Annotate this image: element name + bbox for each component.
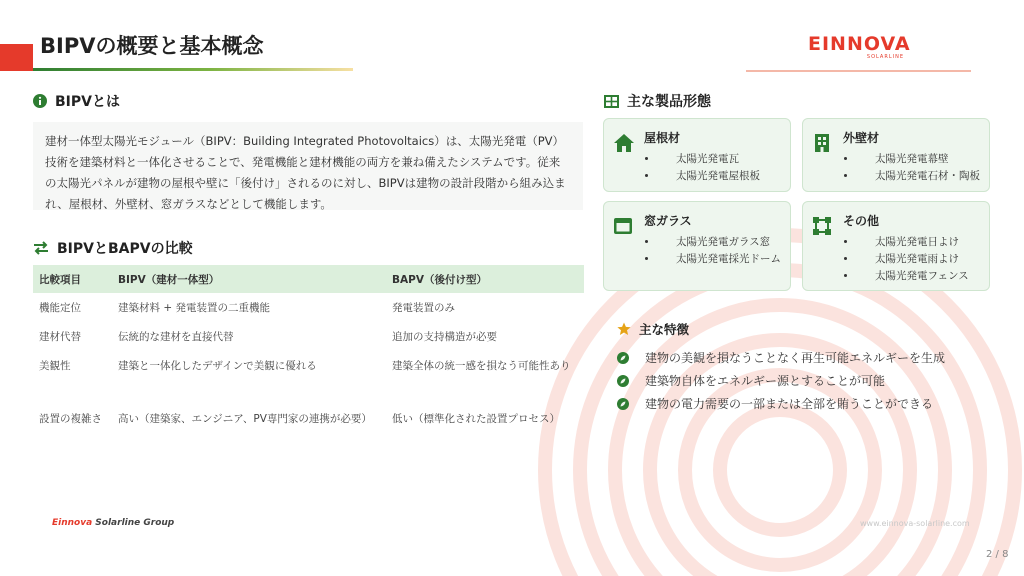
product-card-title: 外壁材 [843, 131, 880, 145]
list-item: • 太陽光発電ガラス窓 [658, 234, 781, 251]
product-card-window [603, 201, 791, 291]
page-number: 2 / 8 [986, 549, 1009, 560]
footer-company-rest: Solarline Group [92, 518, 175, 528]
window-icon [613, 216, 633, 236]
product-card-title: その他 [843, 214, 880, 228]
product-list [843, 234, 969, 285]
house-icon [613, 133, 635, 153]
list-item: • 太陽光発電幕壁 [857, 151, 980, 168]
footer-website: www.einnova-solarline.com [860, 519, 970, 528]
product-list [644, 151, 760, 185]
features-heading-text: 主な特徴 [639, 322, 690, 337]
list-item: • 太陽光発電石材・陶板 [857, 168, 980, 185]
table-cell: 高い（建築家、エンジニア、PV専門家の連携が必要） [118, 413, 372, 425]
list-item: • 太陽光発電日よけ [857, 234, 969, 251]
product-card-roof [603, 118, 791, 192]
star-icon [617, 322, 631, 336]
list-item: • 太陽光発電瓦 [658, 151, 760, 168]
logo-underline [746, 70, 971, 72]
footer-company [52, 518, 174, 528]
list-item [617, 346, 945, 369]
table-row [33, 380, 584, 432]
swap-arrows-icon [33, 241, 49, 255]
table-cell: 建材代替 [39, 331, 81, 343]
feature-text: 建築物自体をエネルギー源とすることが可能 [645, 374, 886, 388]
list-item: • 太陽光発電雨よけ [857, 251, 969, 268]
list-item: • 太陽光発電屋根板 [658, 168, 760, 185]
grid-table-icon [604, 95, 619, 108]
title-underline [33, 68, 353, 71]
list-item [617, 369, 945, 392]
table-header-cell: 比較項目 [33, 265, 112, 293]
table-header-cell: BIPV（建材一体型） [112, 265, 386, 293]
table-cell: 設置の複雑さ [39, 413, 102, 425]
leaf-circle-icon [617, 352, 629, 364]
features-list [617, 346, 945, 415]
products-heading-text: 主な製品形態 [627, 94, 711, 110]
feature-text: 建物の美観を損なうことなく再生可能エネルギーを生成 [645, 351, 946, 365]
product-card-title: 窓ガラス [644, 214, 692, 228]
table-cell: 発電装置のみ [392, 302, 455, 314]
table-cell: 美観性 [39, 360, 71, 372]
table-cell: 建築材料 + 発電装置の二重機能 [118, 302, 270, 314]
product-card-title: 屋根材 [644, 131, 681, 145]
comparison-heading [33, 238, 193, 258]
table-cell: 低い（標準化された設置プロセス） [392, 413, 560, 425]
leaf-circle-icon [617, 398, 629, 410]
table-cell: 追加の支持構造が必要 [392, 331, 497, 343]
comparison-heading-text: BIPVとBAPVの比較 [57, 241, 193, 257]
product-card-wall [802, 118, 990, 192]
page-title: BIPVの概要と基本概念 [40, 34, 264, 58]
table-row [33, 293, 584, 322]
table-cell: 機能定位 [39, 302, 81, 314]
logo-brand: EINNOVA [808, 33, 911, 55]
feature-text: 建物の電力需要の一部または全部を賄うことができる [645, 397, 934, 411]
product-card-other [802, 201, 990, 291]
einnova-logo [808, 33, 911, 64]
leaf-circle-icon [617, 375, 629, 387]
intro-heading [33, 91, 120, 111]
title-accent-bar [0, 44, 33, 71]
product-list [644, 234, 781, 268]
table-row [33, 322, 584, 351]
product-list [843, 151, 980, 185]
table-header-row [33, 265, 584, 293]
building-icon [812, 133, 832, 153]
info-circle-icon [33, 94, 47, 108]
products-heading [604, 91, 711, 111]
features-heading [617, 320, 689, 338]
vector-square-icon [812, 216, 832, 236]
list-item: • 太陽光発電フェンス [857, 268, 969, 285]
table-cell: 建築全体の統一感を損なう可能性あり [392, 360, 571, 372]
list-item [617, 392, 945, 415]
list-item: • 太陽光発電採光ドーム [658, 251, 781, 268]
comparison-table [33, 265, 584, 432]
intro-paragraph: 建材一体型太陽光モジュール（BIPV：Building Integrated Photovoltaics）は、太陽光発電（PV）技術を建築材料と一体化させることで、発電機能と建材機能の両方を兼ね備えたシステムです。従来の太陽光パネルが建物の屋根や壁に「後付け」されるのに対し、BIPVは建物の設計段階から組み込まれ、屋根材、外壁材、窓ガラスなどとして機能します。 [33, 122, 583, 210]
logo-subtitle: SOLARLINE [866, 54, 904, 60]
table-cell: 建築と一体化したデザインで美観に優れる [118, 360, 317, 372]
table-cell: 伝統的な建材を直接代替 [118, 331, 234, 343]
table-header-cell: BAPV（後付け型） [386, 265, 584, 293]
footer-company-red: Einnova [52, 518, 93, 528]
table-row [33, 351, 584, 380]
intro-heading-text: BIPVとは [55, 94, 120, 110]
